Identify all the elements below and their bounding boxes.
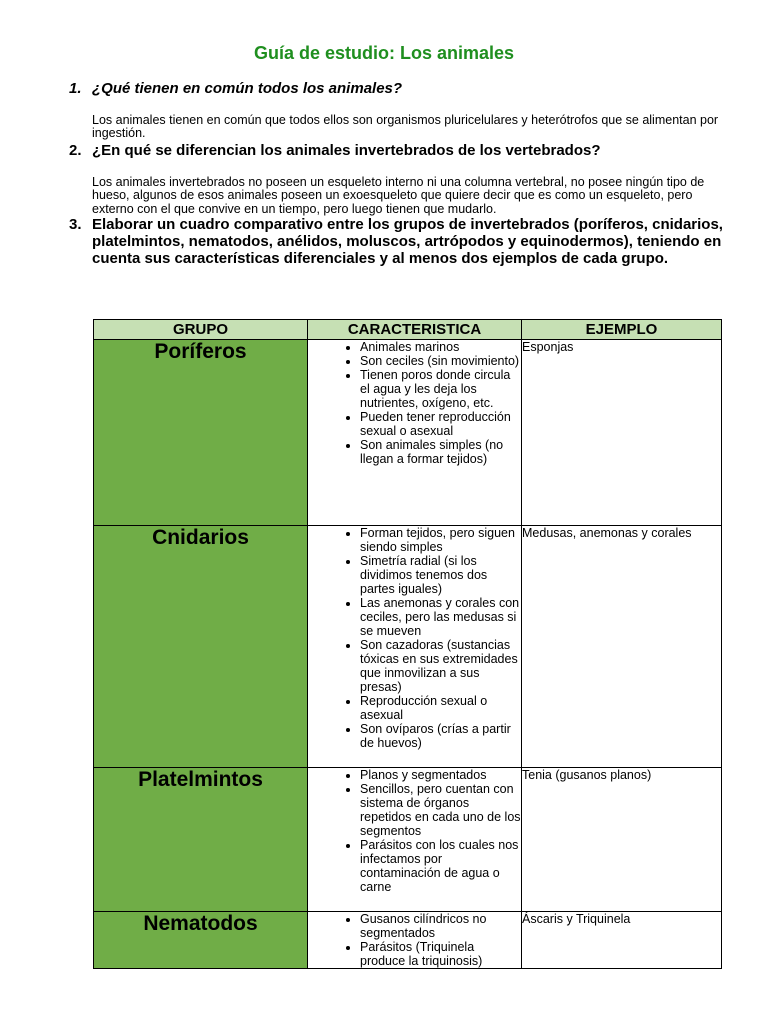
answer-2: Los animales invertebrados no poseen un esqueleto interno ni una columna vertebral, no posee ningún tipo de hueso, algunos de esos animales poseen un exoesqueleto que quiere decir que es como un esqueleto, pero externo con el que convive en un tiempo, pero luego tienen que mudarlo. (92, 175, 705, 216)
answer-1: Los animales tienen en común que todos ellos son organismos pluricelulares y heterótrofos que se alimentan por ingestión. (92, 113, 719, 141)
characteristics-list (308, 526, 521, 750)
comparison-table (93, 319, 722, 969)
characteristics-cell (308, 526, 522, 768)
example-cell: Tenia (gusanos planos) (522, 768, 722, 912)
list-item: • Simetría radial (si los dividimos tenemos dos partes iguales) (360, 554, 521, 596)
table-row (94, 526, 722, 768)
example-cell: Áscaris y Triquinela (522, 912, 722, 969)
list-item: • Forman tejidos, pero siguen siendo simples (360, 526, 521, 554)
list-item: • Sencillos, pero cuentan con sistema de órganos repetidos en cada uno de los segmentos (360, 782, 521, 838)
question-number: 2. (69, 142, 82, 159)
example-cell: Medusas, anemonas y corales (522, 526, 722, 768)
question-text: ¿En qué se diferencian los animales invertebrados de los vertebrados? (92, 142, 601, 159)
list-item: • Son animales simples (no llegan a formar tejidos) (360, 438, 521, 466)
group-cell (94, 912, 308, 969)
question-number: 3. (69, 216, 82, 233)
list-item: • Planos y segmentados (360, 768, 521, 782)
list-item: • Las anemonas y corales con ceciles, pero las medusas si se mueven (360, 596, 521, 638)
group-cell (94, 340, 308, 526)
list-item: • Son ovíparos (crías a partir de huevos) (360, 722, 521, 750)
list-item: • Parásitos (Triquinela produce la triquinosis) (360, 940, 521, 968)
header-caracteristica: CARACTERISTICA (308, 320, 522, 340)
group-name: Platelmintos (138, 768, 263, 791)
question-3 (69, 216, 729, 267)
characteristics-list (308, 912, 521, 968)
table-row (94, 768, 722, 912)
question-text: Elaborar un cuadro comparativo entre los grupos de invertebrados (poríferos, cnidarios, platelmintos, nematodos, anélidos, moluscos, artrópodos y equinodermos), teniendo en cuenta sus características diferenciales y al menos dos ejemplos de cada grupo. (92, 216, 723, 267)
question-text: ¿Qué tienen en común todos los animales? (92, 80, 403, 97)
table-row (94, 912, 722, 969)
question-1 (69, 80, 729, 97)
list-item: • Gusanos cilíndricos no segmentados (360, 912, 521, 940)
group-name: Nematodos (143, 912, 258, 935)
characteristics-cell (308, 340, 522, 526)
group-name: Poríferos (154, 340, 247, 363)
characteristics-cell (308, 768, 522, 912)
characteristics-cell (308, 912, 522, 969)
list-item: • Son cazadoras (sustancias tóxicas en sus extremidades que inmovilizan a sus presas) (360, 638, 521, 694)
example-cell: Esponjas (522, 340, 722, 526)
list-item: • Animales marinos (360, 340, 521, 354)
question-2 (69, 142, 729, 159)
characteristics-list (308, 768, 521, 894)
characteristics-list (308, 340, 521, 466)
list-item: • Parásitos con los cuales nos infectamos por contaminación de agua o carne (360, 838, 521, 894)
list-item: • Pueden tener reproducción sexual o asexual (360, 410, 521, 438)
list-item: • Reproducción sexual o asexual (360, 694, 521, 722)
header-ejemplo: EJEMPLO (522, 320, 722, 340)
list-item: • Son ceciles (sin movimiento) (360, 354, 521, 368)
group-cell (94, 526, 308, 768)
group-name: Cnidarios (152, 526, 249, 549)
table-header-row (94, 320, 722, 340)
page-title: Guía de estudio: Los animales (253, 43, 515, 63)
header-grupo: GRUPO (94, 320, 308, 340)
list-item: • Tienen poros donde circula el agua y les deja los nutrientes, oxígeno, etc. (360, 368, 521, 410)
group-cell (94, 768, 308, 912)
table-row (94, 340, 722, 526)
question-number: 1. (69, 80, 82, 97)
